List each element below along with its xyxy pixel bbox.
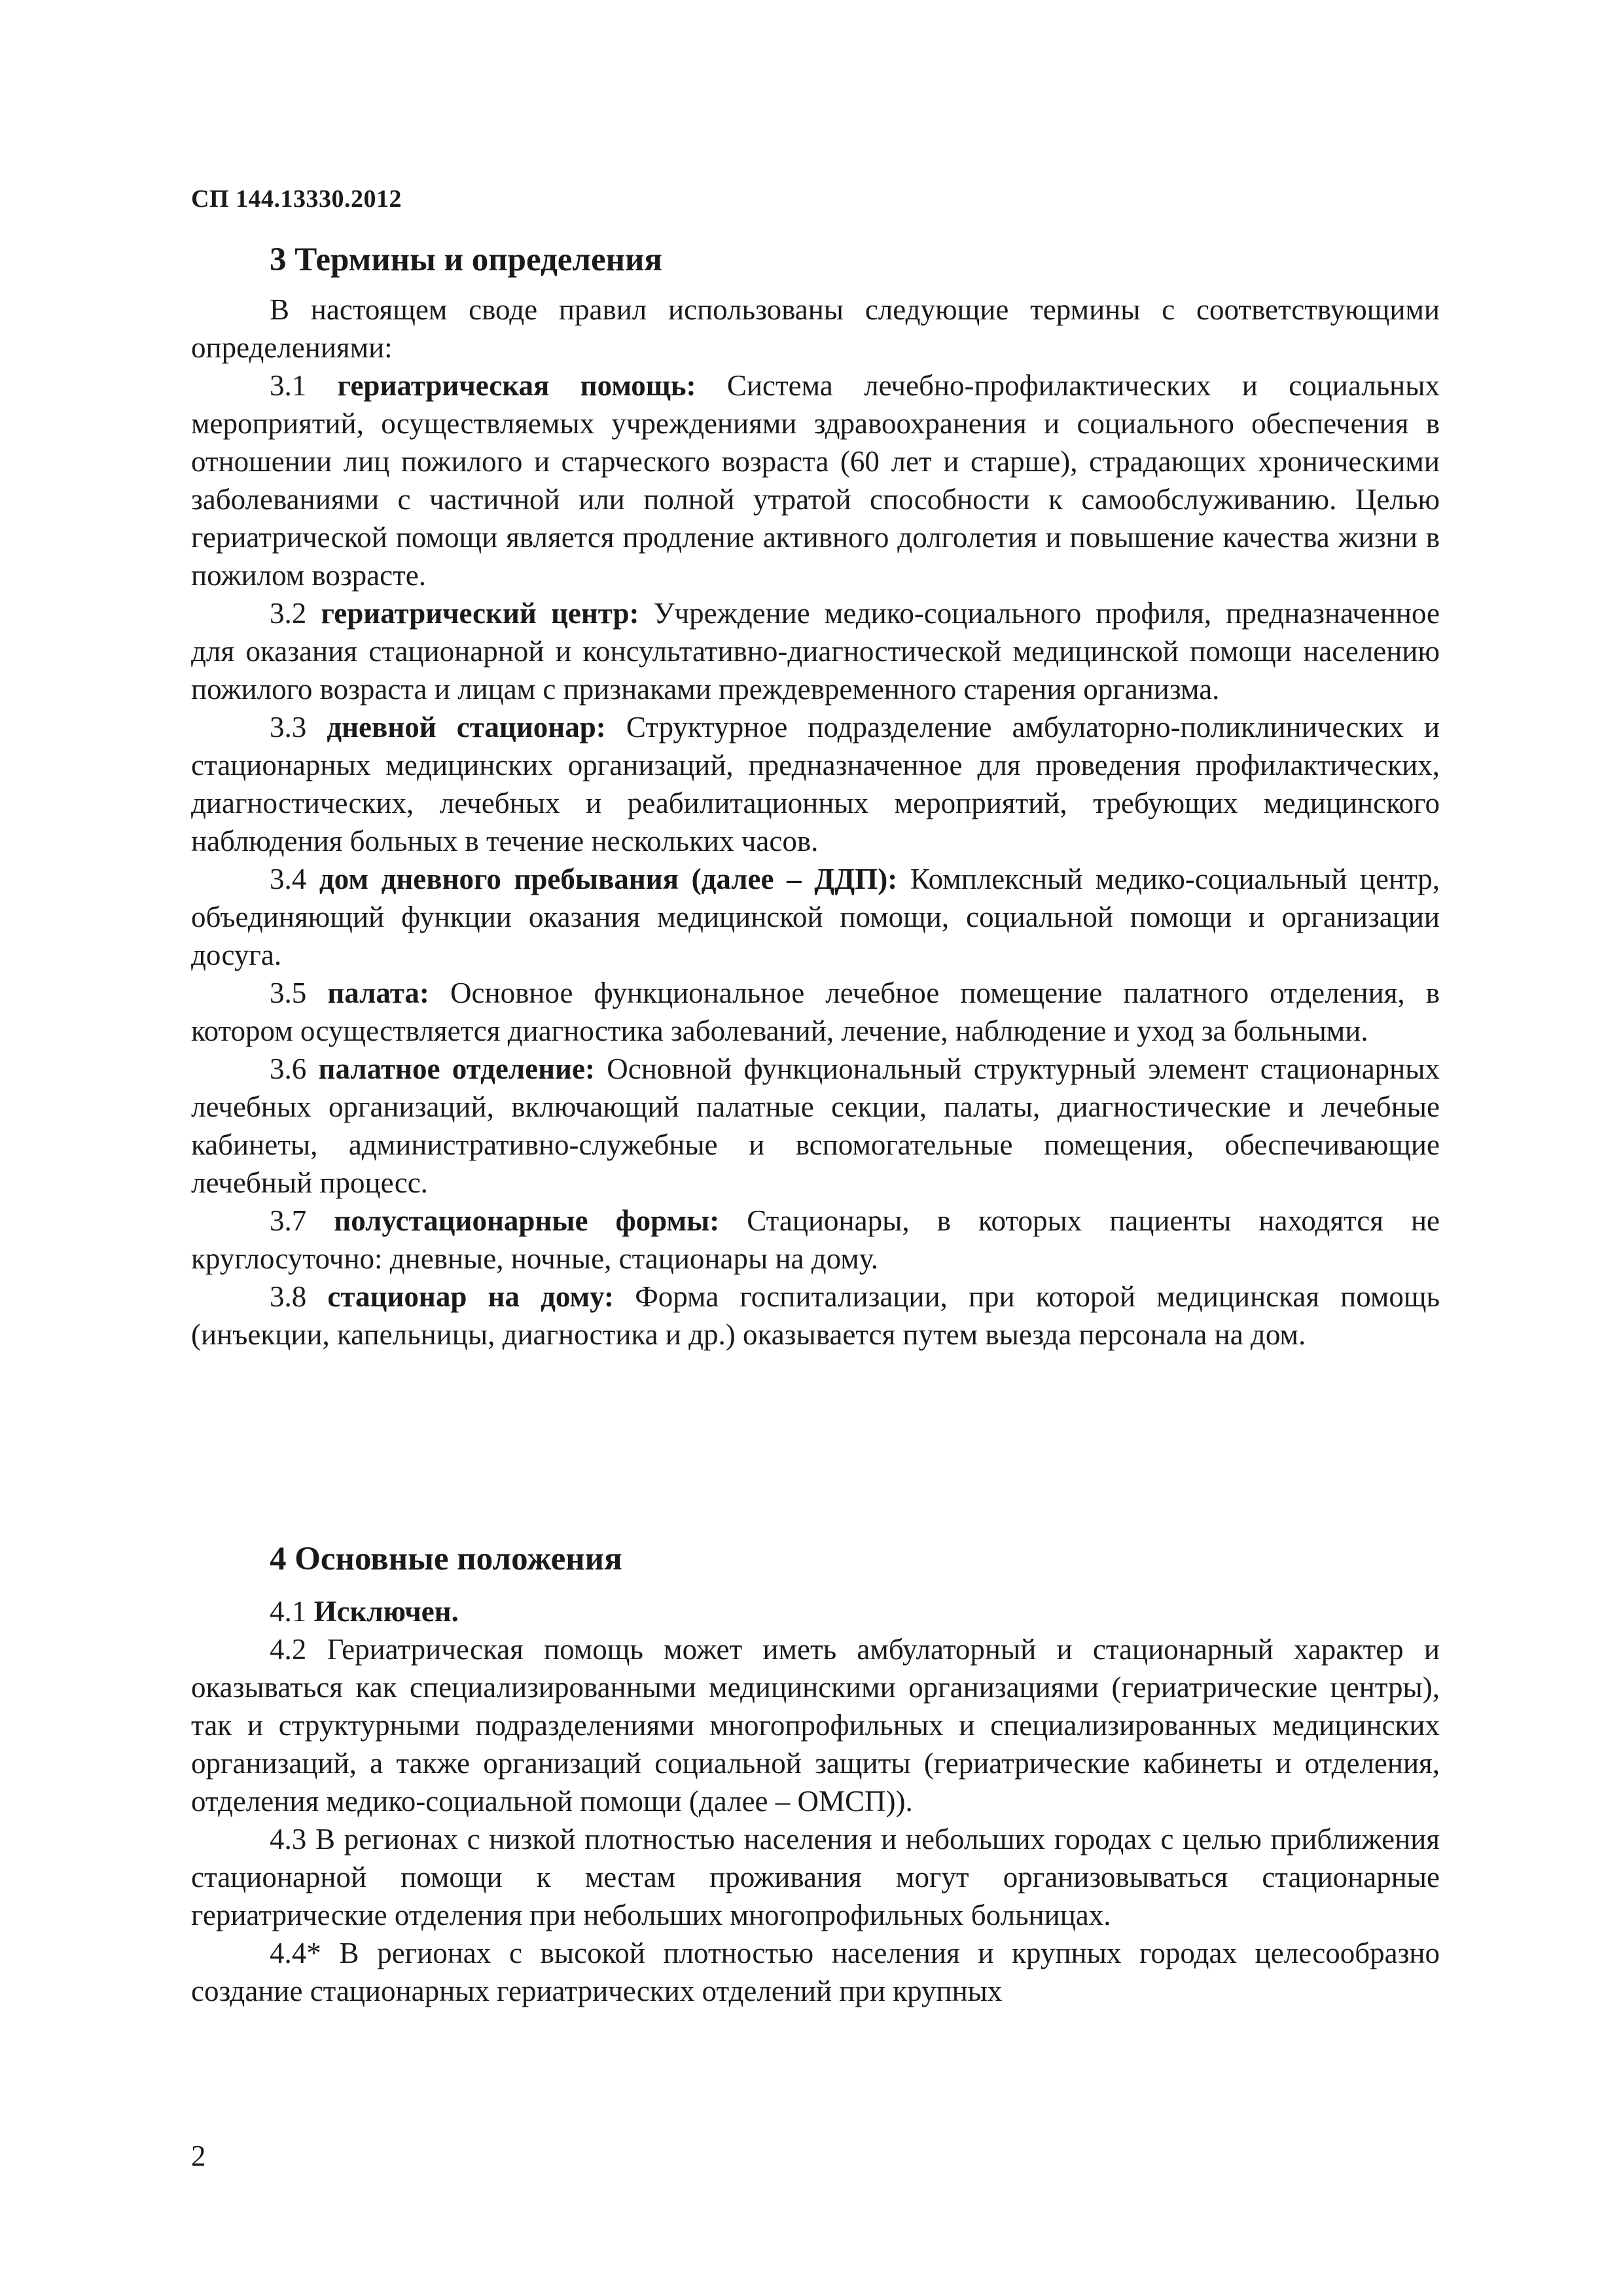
section-4-heading: 4 Основные положения <box>270 1541 622 1577</box>
term-number: 3.4 <box>270 863 307 895</box>
term-name: дневной стационар: <box>327 711 606 744</box>
term-3-4 <box>191 860 1440 974</box>
term-definition: Учреждение медико-социального профиля, предназначенное для оказания стационарной и консультативно-диагностической медицинской помощи населению пожилого возраста и лицам с признаками преждевременного старения организма. <box>191 597 1440 706</box>
clause-4-3: 4.3 В регионах с низкой плотностью населения и небольших городах с целью приближения стационарной помощи к местам проживания могут организовываться стационарные гериатрические отделения при небольших многопрофильных больницах. <box>191 1823 1440 1931</box>
page-number: 2 <box>191 2140 206 2172</box>
term-name: палата: <box>327 977 429 1009</box>
term-name: полустационарные формы: <box>334 1204 720 1237</box>
term-number: 3.1 <box>270 369 307 402</box>
term-name: палатное отделение: <box>318 1052 595 1085</box>
clause-4-4: 4.4* В регионах с высокой плотностью населения и крупных городах целесообразно создание стационарных гериатрических отделений при крупных <box>191 1937 1440 2007</box>
term-definition: Стационары, в которых пациенты находятся не круглосуточно: дневные, ночные, стационары на дому. <box>191 1204 1440 1275</box>
term-definition: Основной функциональный структурный элемент стационарных лечебных организаций, включающий палатные секции, палаты, диагностические и лечебные кабинеты, административно-служебные и вспомогательные помещения, обеспечивающие лечебный процесс. <box>191 1052 1440 1199</box>
section-3 <box>191 237 1440 1354</box>
term-definition: Структурное подразделение амбулаторно-поликлинических и стационарных медицинских организаций, предназначенное для проведения профилактических, диагностических, лечебных и реабилитационных мероприятий, требующих медицинского наблюдения больных в течение нескольких часов. <box>191 711 1440 857</box>
term-name: гериатрическая помощь: <box>337 369 696 402</box>
term-number: 3.2 <box>270 597 307 630</box>
term-number: 3.8 <box>270 1280 307 1313</box>
term-name: дом дневного пребывания (далее – ДДП): <box>319 863 898 895</box>
term-3-6 <box>191 1050 1440 1202</box>
clause-number: 4.1 <box>270 1595 307 1628</box>
clause-excluded-label: Исключен. <box>313 1595 459 1628</box>
term-3-1 <box>191 367 1440 594</box>
term-3-8 <box>191 1278 1440 1354</box>
term-3-2 <box>191 594 1440 708</box>
term-name: гериатрический центр: <box>321 597 639 630</box>
term-definition: Основное функциональное лечебное помещение палатного отделения, в котором осуществляется диагностика заболеваний, лечение, наблюдение и уход за больными. <box>191 977 1440 1047</box>
term-number: 3.5 <box>270 977 307 1009</box>
clause-4-1 <box>191 1592 1440 1630</box>
term-definition: Форма госпитализации, при которой медицинская помощь (инъекции, капельницы, диагностика и др.) оказывается путем выезда персонала на дом. <box>191 1280 1440 1351</box>
term-number: 3.6 <box>270 1052 307 1085</box>
section-3-heading: 3 Термины и определения <box>270 242 663 278</box>
term-definition: Система лечебно-профилактических и социальных мероприятий, осуществляемых учреждениями здравоохранения и социального обеспечения в отношении лиц пожилого и старческого возраста (60 лет и старше), страдающих хроническими заболеваниями с частичной или полной утратой способности к самообслуживанию. Целью гериатрической помощи является продление активного долголетия и повышение качества жизни в пожилом возрасте. <box>191 369 1440 592</box>
section-4 <box>191 1536 1440 2010</box>
term-3-5 <box>191 974 1440 1050</box>
section-3-intro: В настоящем своде правил использованы следующие термины с соответствующими определениями: <box>191 293 1440 364</box>
term-3-7 <box>191 1202 1440 1278</box>
term-number: 3.3 <box>270 711 307 744</box>
term-number: 3.7 <box>270 1204 307 1237</box>
term-definition: Комплексный медико-социальный центр, объединяющий функции оказания медицинской помощи, социальной помощи и организации досуга. <box>191 863 1440 971</box>
clause-4-2: 4.2 Гериатрическая помощь может иметь амбулаторный и стационарный характер и оказываться как специализированными медицинскими организациями (гериатрические центры), так и структурными подразделениями многопрофильных и специализированных медицинских организаций, а также организаций социальной защиты (гериатрические кабинеты и отделения, отделения медико-социальной помощи (далее – ОМСП)). <box>191 1633 1440 1818</box>
term-3-3 <box>191 708 1440 860</box>
term-name: стационар на дому: <box>327 1280 615 1313</box>
document-code: СП 144.13330.2012 <box>191 185 402 213</box>
